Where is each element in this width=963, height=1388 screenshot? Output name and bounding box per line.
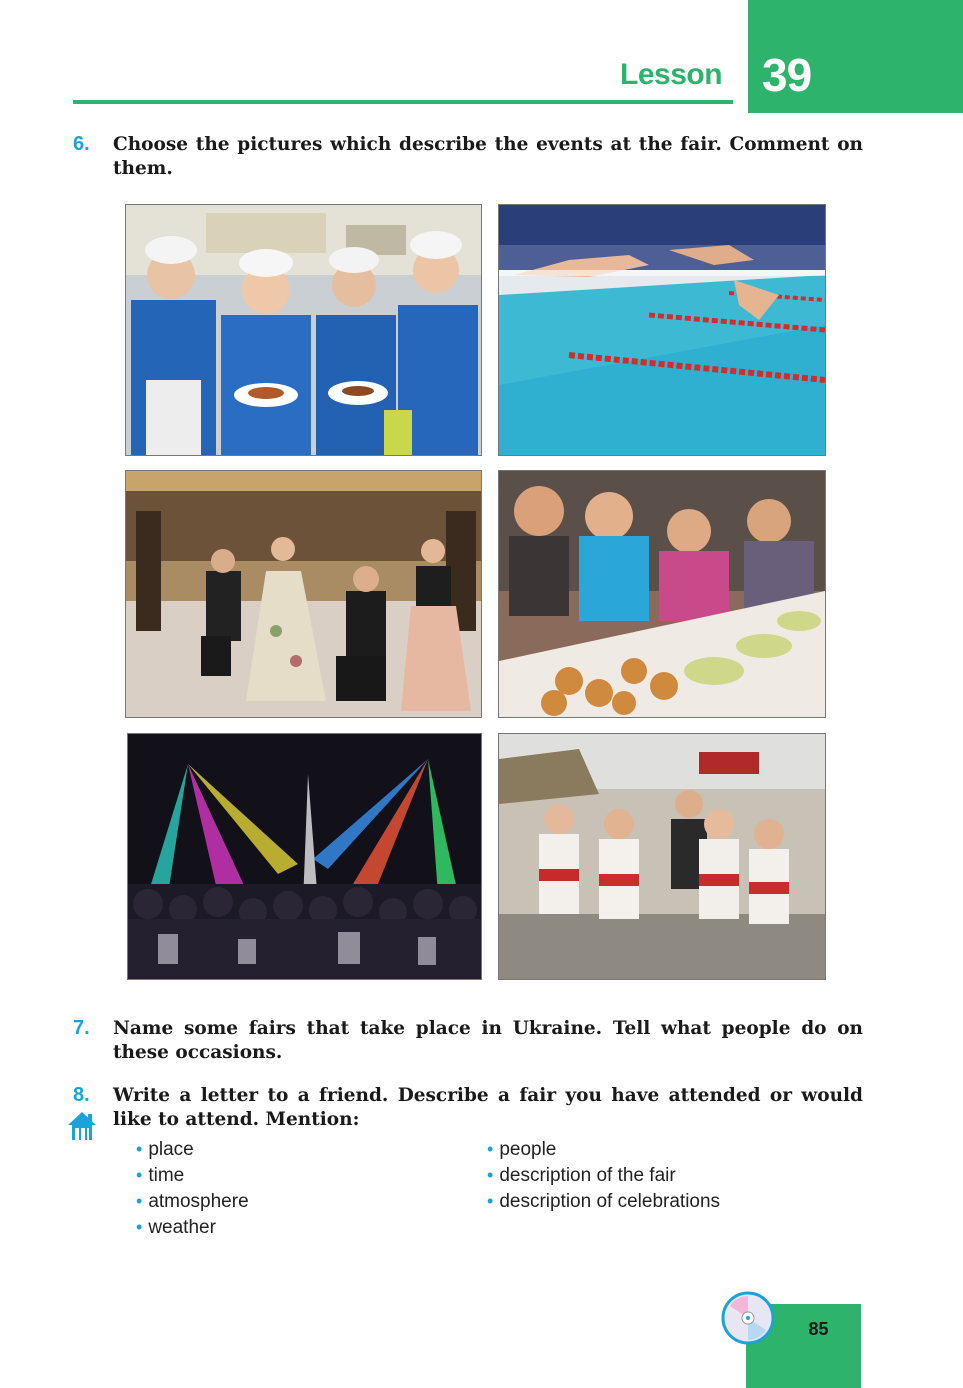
list-item: • description of the fair: [487, 1165, 676, 1186]
lesson-label: Lesson: [620, 58, 723, 91]
task-8: [73, 1084, 873, 1134]
task-number: 6.: [73, 133, 90, 155]
house-icon: [66, 1110, 98, 1146]
photo-food-stall: [498, 470, 826, 718]
task-6: [73, 133, 873, 183]
photo-swimming: [498, 204, 826, 456]
mention-list-right: [487, 1136, 720, 1214]
list-item: • people: [487, 1139, 557, 1160]
task-text: Write a letter to a friend. Describe a fair you have attended or would like to attend. Mention:: [113, 1085, 863, 1130]
list-item: • time: [136, 1165, 185, 1186]
task-number: 8.: [73, 1084, 90, 1106]
list-item: • weather: [136, 1217, 216, 1238]
page-number: 85: [808, 1319, 829, 1339]
task-text: Name some fairs that take place in Ukraine. Tell what people do on these occasions.: [113, 1018, 863, 1063]
list-item: • place: [136, 1139, 194, 1160]
photo-folk-parade: [498, 733, 826, 980]
header-divider: [73, 100, 733, 104]
task-number: 7.: [73, 1017, 90, 1039]
task-7: [73, 1017, 873, 1067]
lesson-number: 39: [762, 49, 812, 101]
photo-disco: [127, 733, 482, 980]
list-item: • description of celebrations: [487, 1191, 721, 1212]
list-item: • atmosphere: [136, 1191, 249, 1212]
photo-cooks: [125, 204, 482, 456]
photo-ballroom: [125, 470, 482, 718]
task-text: Choose the pictures which describe the events at the fair. Comment on them.: [113, 134, 863, 179]
mention-list-left: [136, 1136, 249, 1240]
